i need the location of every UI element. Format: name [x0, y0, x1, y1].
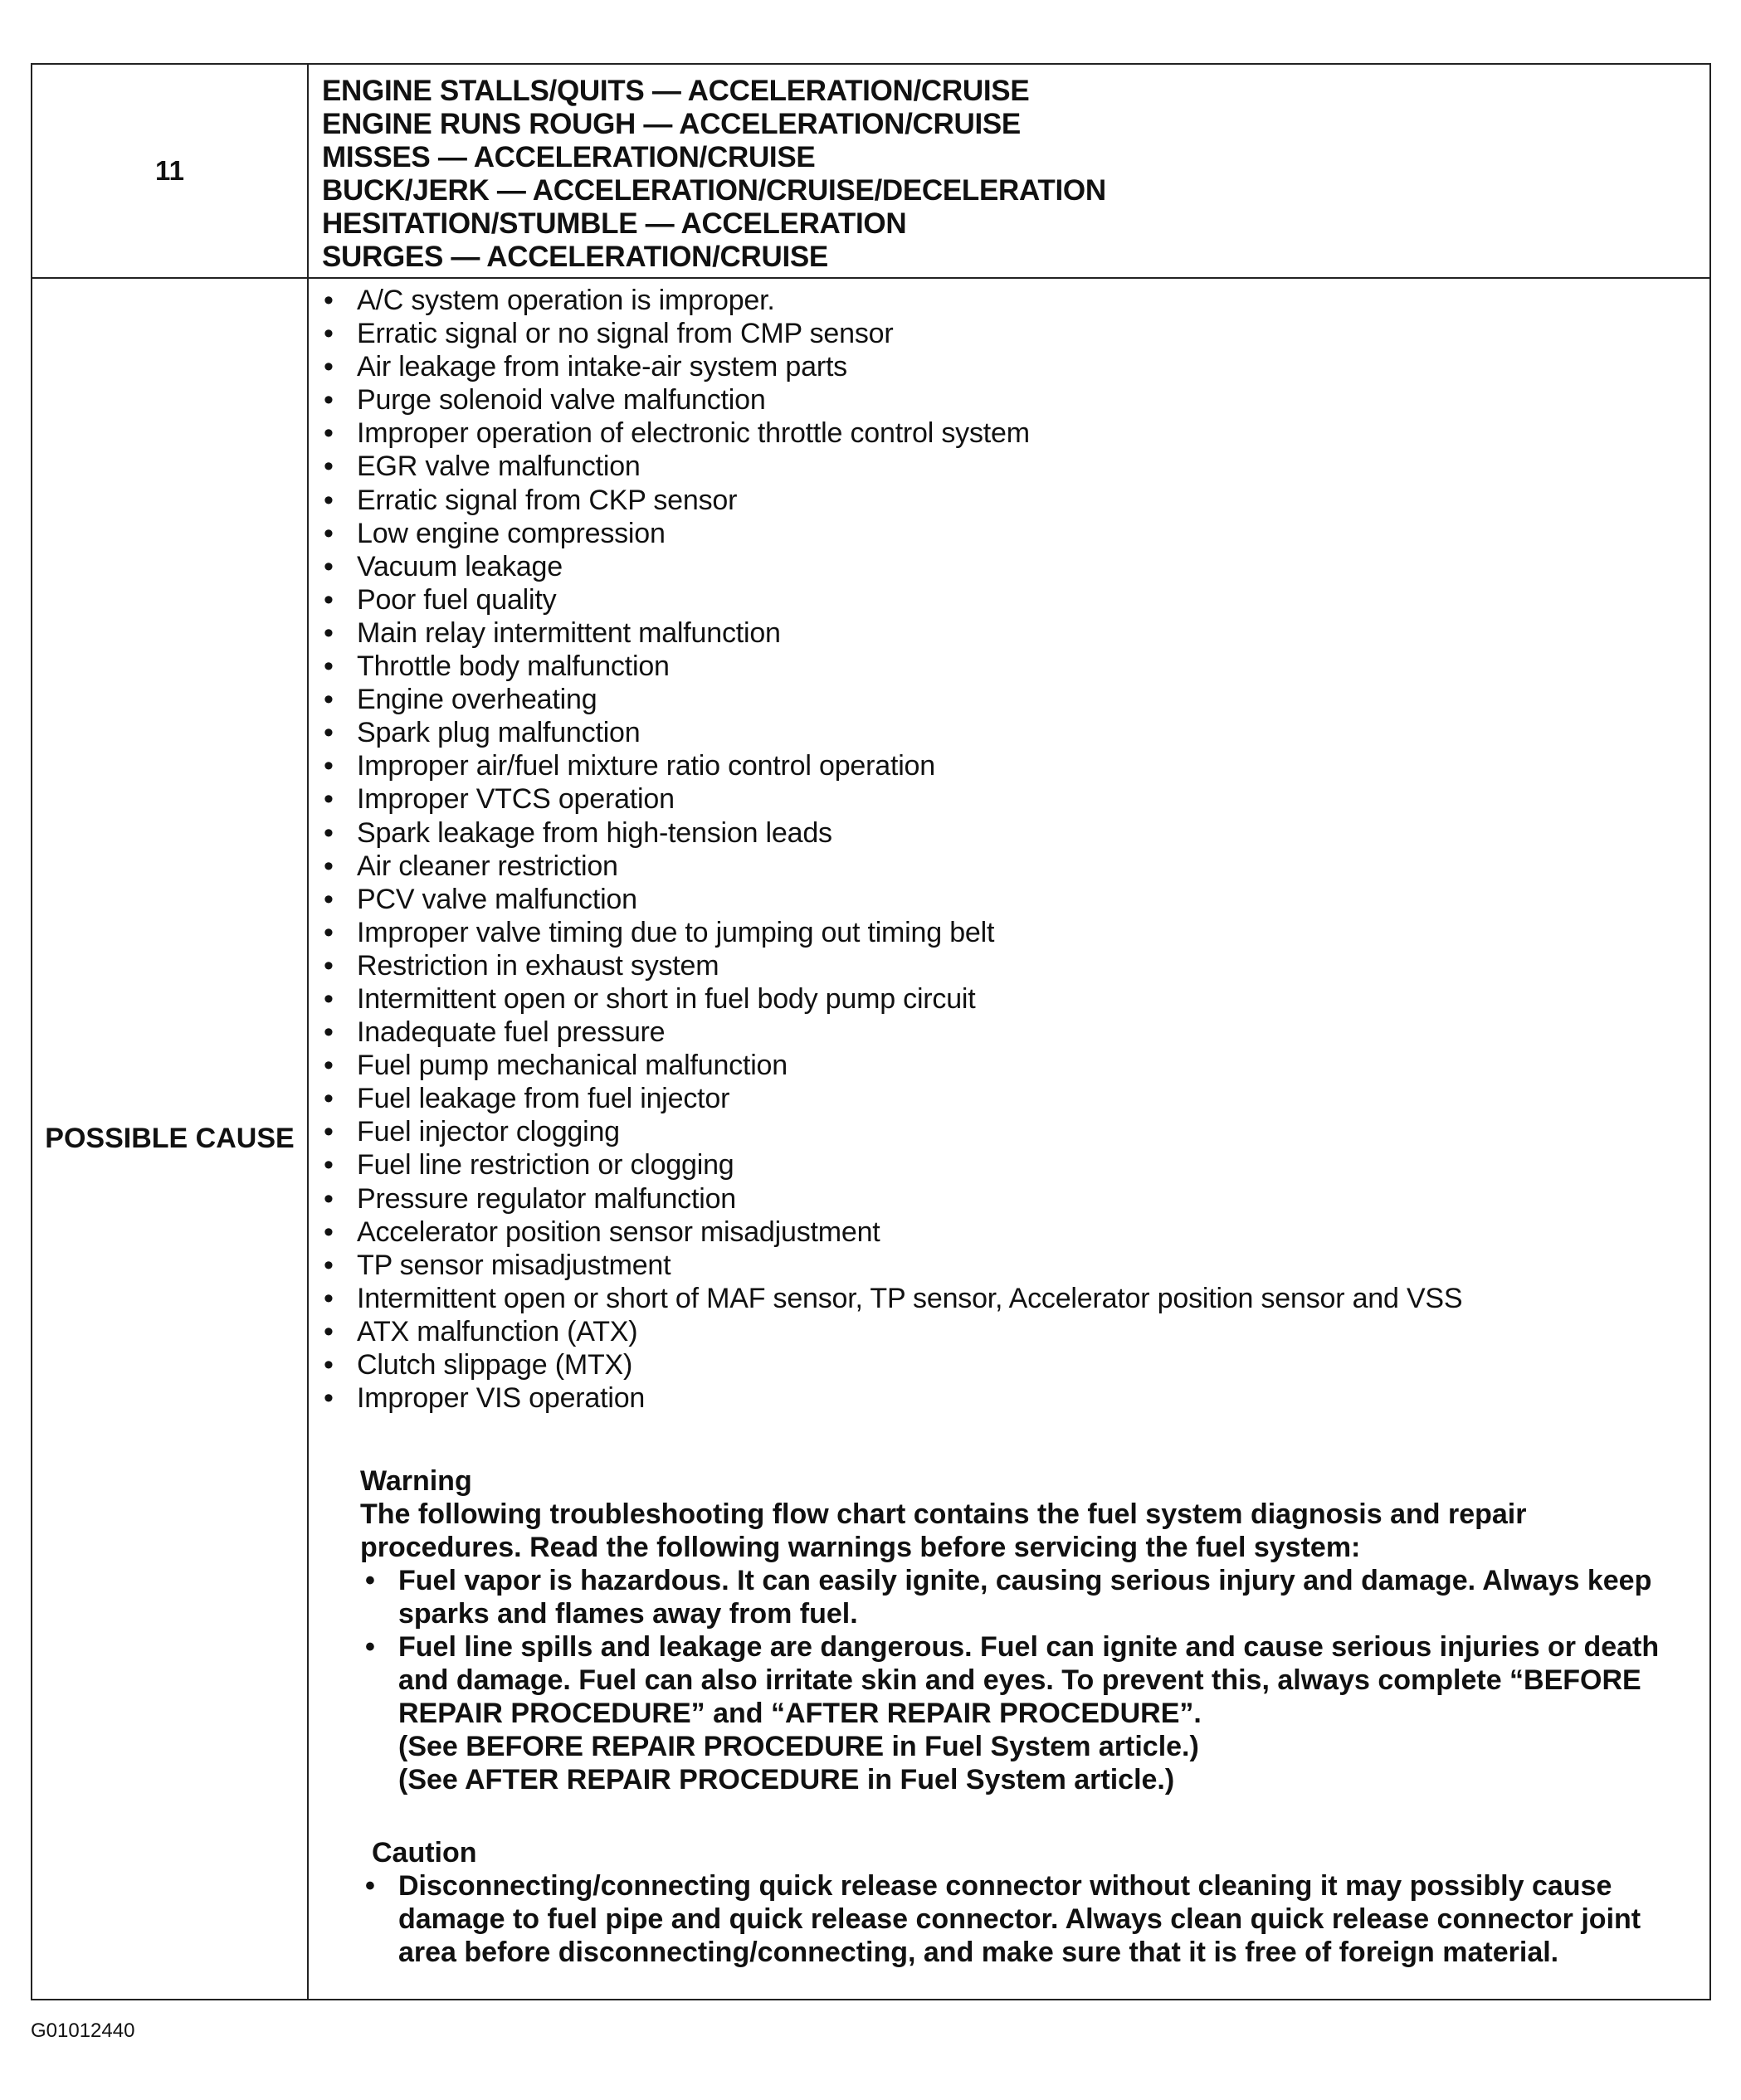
- figure-id: G01012440: [31, 2020, 135, 2042]
- caution-item: • Disconnecting/connecting quick release connector without cleaning it may possibly cause damage to fuel pipe and quick release connector. Always clean quick release connector joint area before disconnecting/connecting, and make sure that it is free of foreign material.: [372, 1869, 1693, 1969]
- symptom-item: HESITATION/STUMBLE — ACCELERATION: [322, 207, 907, 240]
- symptom-item: ENGINE RUNS ROUGH — ACCELERATION/CRUISE: [322, 108, 1021, 140]
- cause-item: • Fuel pump mechanical malfunction: [322, 1049, 1709, 1082]
- cause-item: • Erratic signal or no signal from CMP sensor: [322, 317, 1709, 350]
- cause-item: • Fuel injector clogging: [322, 1115, 1709, 1148]
- possible-cause-row: [32, 278, 1710, 2000]
- cause-item: • Restriction in exhaust system: [322, 949, 1709, 982]
- see-before-reference: (See BEFORE REPAIR PROCEDURE in Fuel System article.): [398, 1731, 1199, 1763]
- cause-item: • Improper operation of electronic throttle control system: [322, 417, 1709, 450]
- row-number: 11: [32, 64, 308, 278]
- symptom-item: SURGES — ACCELERATION/CRUISE: [322, 241, 828, 273]
- cause-item: • Spark plug malfunction: [322, 716, 1709, 749]
- caution-list: [372, 1869, 1693, 1969]
- cause-item: • Vacuum leakage: [322, 550, 1709, 583]
- cause-item: • EGR valve malfunction: [322, 450, 1709, 483]
- cause-item: • Fuel leakage from fuel injector: [322, 1082, 1709, 1115]
- cause-item: • Purge solenoid valve malfunction: [322, 383, 1709, 417]
- cause-item: • Low engine compression: [322, 517, 1709, 550]
- symptom-item: BUCK/JERK — ACCELERATION/CRUISE/DECELERATION: [322, 174, 1106, 207]
- cause-item: • Erratic signal from CKP sensor: [322, 484, 1709, 517]
- cause-item: • PCV valve malfunction: [322, 883, 1709, 916]
- cause-item: • Improper air/fuel mixture ratio control operation: [322, 749, 1709, 782]
- cause-item: • Main relay intermittent malfunction: [322, 616, 1709, 650]
- symptom-list: [309, 65, 1709, 274]
- cause-item: • Air leakage from intake-air system parts: [322, 350, 1709, 383]
- cause-item: • Intermittent open or short of MAF sensor, TP sensor, Accelerator position sensor and VSS: [322, 1282, 1709, 1315]
- symptom-row: [32, 64, 1710, 278]
- warning-block: [360, 1464, 1693, 1796]
- warning-list: [360, 1564, 1693, 1730]
- cause-item: • Pressure regulator malfunction: [322, 1182, 1709, 1216]
- warning-item: • Fuel vapor is hazardous. It can easily ignite, causing serious injury and damage. Always keep sparks and flames away from fuel.: [360, 1564, 1693, 1630]
- cause-item: • TP sensor misadjustment: [322, 1249, 1709, 1282]
- see-after-reference: (See AFTER REPAIR PROCEDURE in Fuel System article.): [398, 1764, 1175, 1796]
- symptom-item: MISSES — ACCELERATION/CRUISE: [322, 141, 816, 173]
- cause-item: • Improper VIS operation: [322, 1381, 1709, 1415]
- cause-item: • Accelerator position sensor misadjustment: [322, 1216, 1709, 1249]
- cause-item: • Air cleaner restriction: [322, 850, 1709, 883]
- cause-item: • Improper VTCS operation: [322, 782, 1709, 816]
- warning-item: • Fuel line spills and leakage are dangerous. Fuel can ignite and cause serious injuries or death and damage. Fuel can also irritate skin and eyes. To prevent this, always complete “BEFORE REPAIR PROCEDURE” and “AFTER REPAIR PROCEDURE”.: [360, 1630, 1693, 1730]
- notes-section: [309, 1415, 1709, 1999]
- symptom-item: ENGINE STALLS/QUITS — ACCELERATION/CRUISE: [322, 75, 1030, 107]
- caution-heading: Caution: [372, 1837, 477, 1869]
- warning-heading: Warning: [360, 1465, 472, 1498]
- cause-list: [309, 279, 1709, 1415]
- possible-cause-cell: [308, 278, 1710, 2000]
- cause-item: • ATX malfunction (ATX): [322, 1315, 1709, 1348]
- cause-item: • Intermittent open or short in fuel body pump circuit: [322, 982, 1709, 1016]
- symptom-cell: [308, 64, 1710, 278]
- cause-item: • Engine overheating: [322, 683, 1709, 716]
- cause-item: • Spark leakage from high-tension leads: [322, 816, 1709, 850]
- troubleshooting-table: [31, 63, 1711, 2000]
- cause-item: • Poor fuel quality: [322, 583, 1709, 616]
- cause-item: • Fuel line restriction or clogging: [322, 1148, 1709, 1182]
- cause-item: • Improper valve timing due to jumping out timing belt: [322, 916, 1709, 949]
- cause-item: • Clutch slippage (MTX): [322, 1348, 1709, 1381]
- cause-item: • Inadequate fuel pressure: [322, 1016, 1709, 1049]
- possible-cause-label: POSSIBLE CAUSE: [32, 278, 308, 2000]
- warning-intro: The following troubleshooting flow chart contains the fuel system diagnosis and repair procedures. Read the following warnings before servicing the fuel system:: [360, 1498, 1527, 1564]
- cause-item: • Throttle body malfunction: [322, 650, 1709, 683]
- cause-item: • A/C system operation is improper.: [322, 284, 1709, 317]
- caution-block: [360, 1836, 1693, 1969]
